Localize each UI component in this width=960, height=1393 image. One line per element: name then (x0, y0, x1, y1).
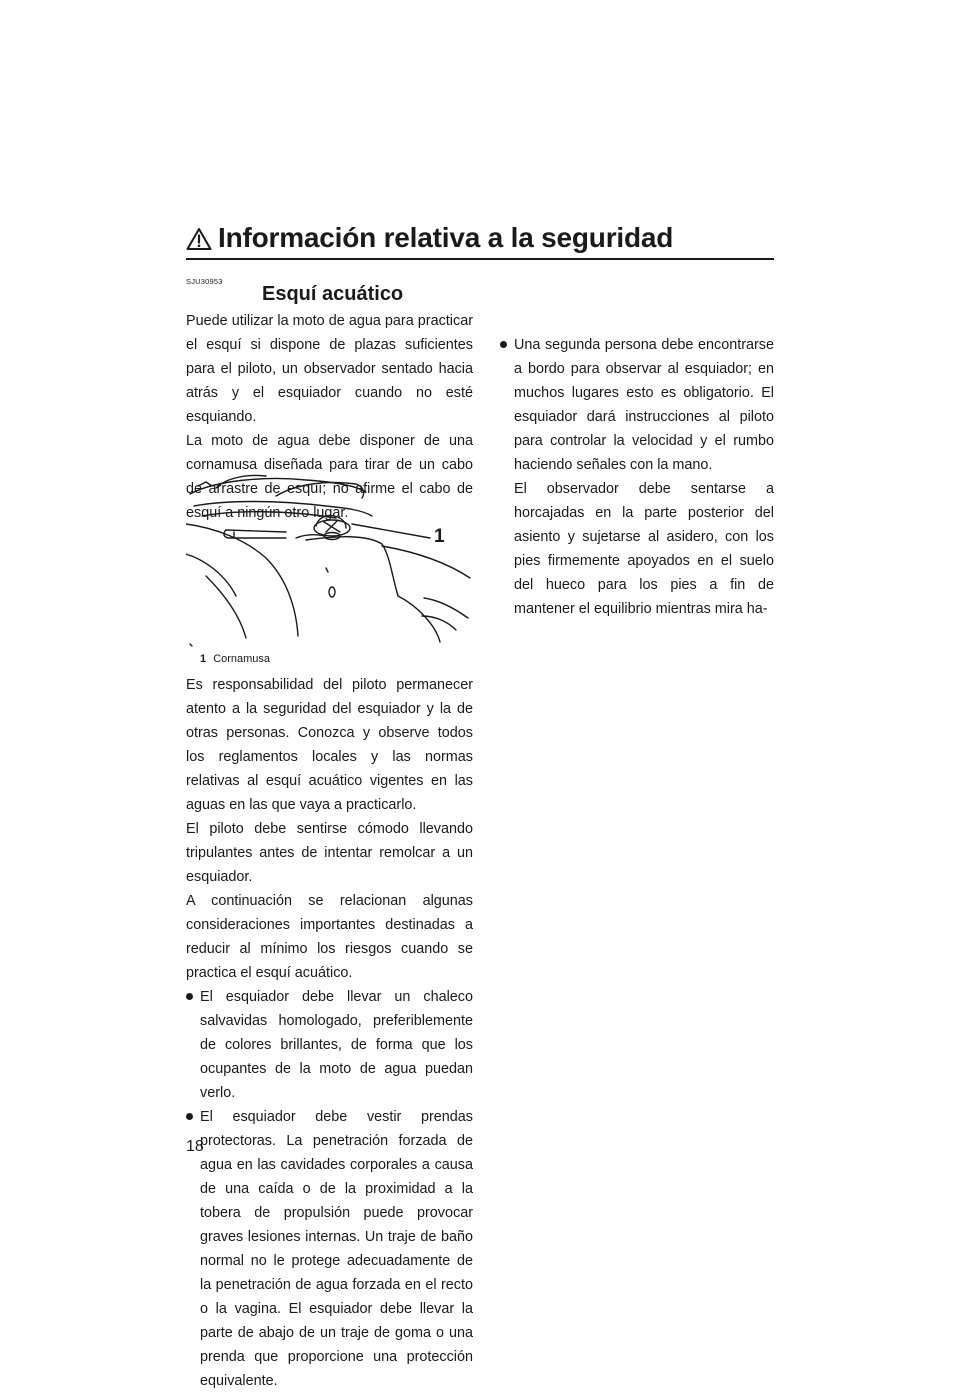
jet-ski-stern-illustration (186, 466, 474, 650)
page-number: 18 (186, 1138, 204, 1155)
right-column (500, 333, 774, 621)
bullet-dot-icon (186, 1113, 193, 1120)
paragraph: A continuación se relacionan algunas consideraciones importantes destinadas a reducir al mínimo los riesgos cuando se practica el esquí acuático. (186, 893, 473, 981)
bullet-item (186, 1105, 473, 1393)
bullet-text: El esquiador debe llevar un chaleco salvavidas homologado, preferiblemente de colores brillantes, de forma que los ocupantes de la moto de agua puedan verlo. (200, 989, 473, 1101)
paragraph: Es responsabilidad del piloto permanecer atento a la seguridad del esquiador y la de otras personas. Conozca y observe todos los reglamentos locales y las normas relativas al esquí acuático vigentes en las aguas en las que vaya a practicarlo. (186, 677, 473, 813)
paragraph: El piloto debe sentirse cómodo llevando tripulantes antes de intentar remolcar a un esquiador. (186, 821, 473, 885)
bullet-item (500, 333, 774, 477)
figure-caption (200, 653, 270, 665)
caption-number: 1 (200, 653, 207, 665)
bullet-item (186, 985, 473, 1105)
page-title: Información relativa a la seguridad (218, 222, 674, 253)
section-title: Esquí acuático (262, 283, 404, 305)
callout-number: 1 (434, 526, 445, 547)
warning-triangle-icon (186, 227, 212, 251)
paragraph: El observador debe sentarse a horcajadas en la parte posterior del asiento y sujetarse al asidero, con los pies firmemente apoyados en el suelo del hueco para los pies a fin de mantener el equilibrio mientras mira ha- (514, 481, 774, 617)
caption-text: Cornamusa (213, 653, 271, 665)
left-column-bottom (186, 673, 473, 1393)
page-header (186, 224, 774, 258)
section-code: SJU30953 (186, 277, 223, 286)
bullet-dot-icon (500, 341, 507, 348)
bullet-text: El esquiador debe vestir prendas protectoras. La penetración forzada de agua en las cavidades corporales a causa de una caída o de la proximidad a la tobera de propulsión puede provocar graves lesiones internas. Un traje de baño normal no le protege adecuadamente de la penetración de agua forzada en el recto o la vagina. El esquiador debe llevar la parte de abajo de un traje de goma o una prenda que proporcione una protección equivalente. (200, 1109, 473, 1389)
bullet-text: Una segunda persona debe encontrarse a bordo para observar al esquiador; en muchos lugares esto es obligatorio. El esquiador dará instrucciones al piloto para controlar la velocidad y el rumbo haciendo señales con la mano. (514, 337, 774, 473)
figure-cornamusa (186, 466, 474, 665)
header-rule (186, 258, 774, 260)
bullet-dot-icon (186, 993, 193, 1000)
paragraph: La moto de agua debe disponer de una cornamusa diseñada para tirar de un cabo de arrastre de esquí; no afirme el cabo de esquí a ningún otro lugar. (186, 433, 473, 521)
paragraph: Puede utilizar la moto de agua para practicar el esquí si dispone de plazas suficientes para el piloto, un observador sentado hacia atrás y el esquiador cuando no esté esquiando. (186, 313, 473, 425)
